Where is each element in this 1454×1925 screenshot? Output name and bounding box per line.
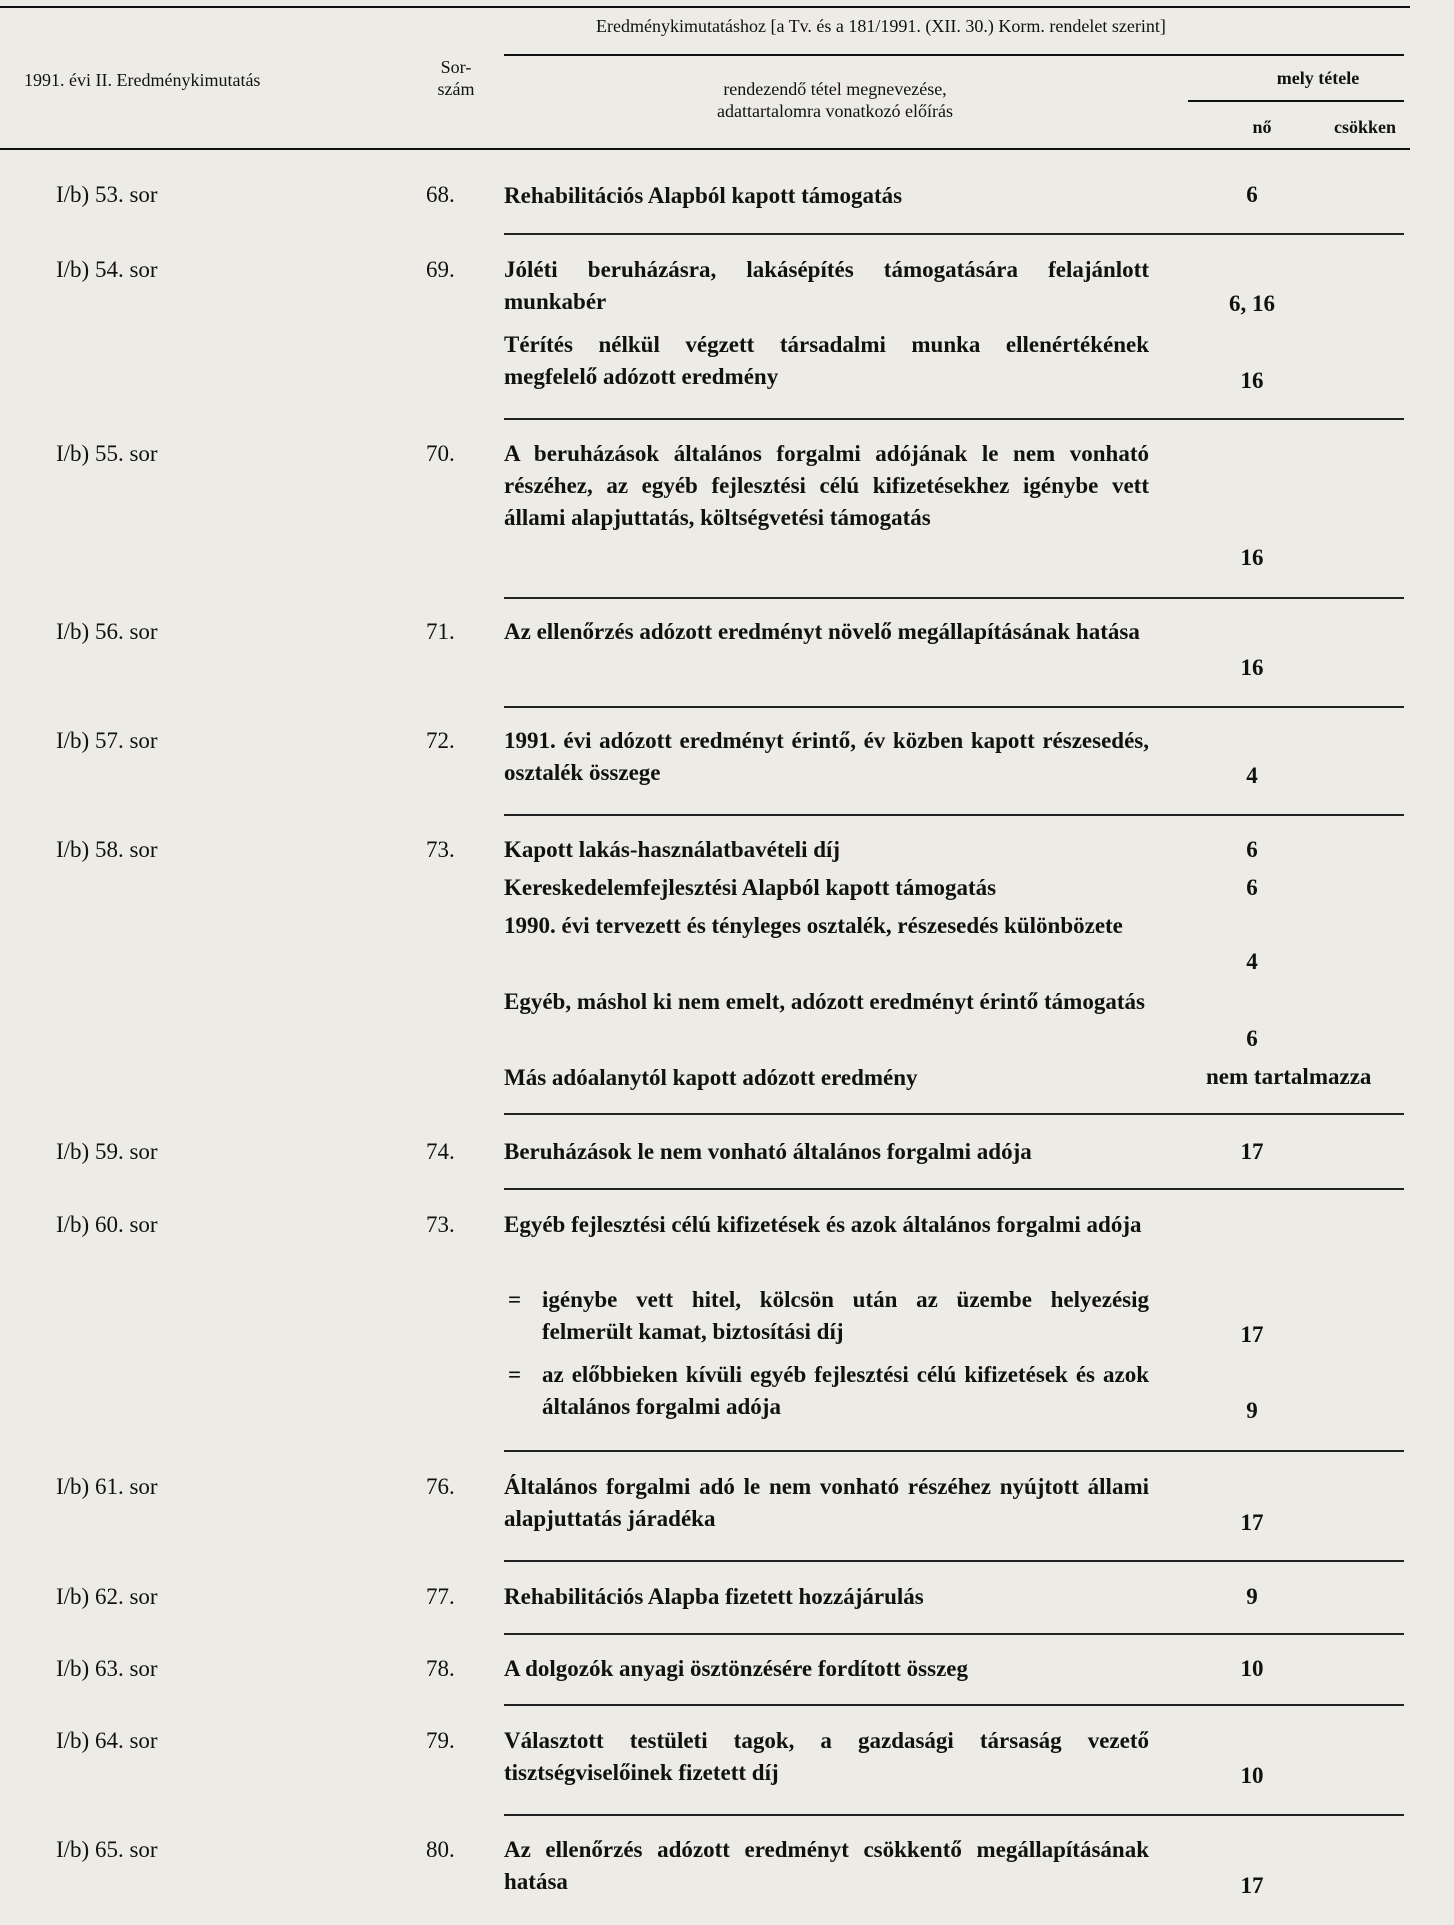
row-separator: [504, 597, 1404, 599]
row-value: 9: [1246, 1398, 1258, 1423]
row-number: 71.: [426, 619, 455, 644]
row-item: Rehabilitációs Alapba fizetett hozzájárulás: [504, 1584, 924, 1609]
row-value: 4: [1246, 949, 1258, 974]
row-value: 10: [1240, 1763, 1264, 1788]
header-bottom-rule: [0, 148, 1410, 150]
row-item: Egyéb, máshol ki nem emelt, adózott eredményt érintő támogatás: [504, 989, 1145, 1014]
row-item: Jóléti beruházásra, lakásépítés támogatására felajánlott munkabér: [504, 257, 1149, 314]
header-rule-under-title: [504, 54, 1404, 56]
row-subitem: az előbbieken kívüli egyéb fejlesztési célú kifizetések és azok általános forgalmi adója: [542, 1362, 1149, 1419]
row-value: 6: [1246, 182, 1258, 207]
row-label: I/b) 54. sor: [56, 257, 158, 282]
row-value: 6, 16: [1229, 291, 1275, 316]
row-label: I/b) 55. sor: [56, 441, 158, 466]
row-separator: [504, 1633, 1404, 1635]
row-item: 1991. évi adózott eredményt érintő, év közben kapott részesedés, osztalék összege: [504, 728, 1149, 785]
row-value: 17: [1240, 1873, 1264, 1898]
row-separator: [504, 1188, 1404, 1190]
row-number: 77.: [426, 1584, 455, 1609]
header-title: Eredménykimutatáshoz [a Tv. és a 181/1991. (XII. 30.) Korm. rendelet szerint]: [596, 16, 1166, 36]
row-label: I/b) 61. sor: [56, 1474, 158, 1499]
row-value: 9: [1246, 1584, 1258, 1609]
row-value: nem tartalmazza: [1206, 1064, 1372, 1089]
row-label: I/b) 58. sor: [56, 837, 158, 862]
header-col-mely-tetele: mely tétele: [1276, 68, 1360, 88]
row-number: 73.: [426, 1212, 455, 1237]
row-number: 74.: [426, 1139, 455, 1164]
row-label: I/b) 65. sor: [56, 1837, 158, 1862]
row-number: 69.: [426, 257, 455, 282]
header-col-item: rendezendő tétel megnevezése, adattartalomra vonatkozó előírás: [717, 79, 953, 121]
row-value: 6: [1246, 837, 1258, 862]
row-item: Az ellenőrzés adózott eredményt csökkentő megállapításának hatása: [504, 1837, 1149, 1894]
row-separator: [504, 233, 1404, 235]
row-item: Beruházások le nem vonható általános forgalmi adója: [504, 1139, 1032, 1164]
row-item: Rehabilitációs Alapból kapott támogatás: [504, 183, 903, 208]
row-value: 16: [1240, 368, 1264, 393]
row-item: 1990. évi tervezett és tényleges osztalék, részesedés különbözete: [504, 913, 1123, 938]
row-separator: [504, 814, 1404, 816]
row-number: 68.: [426, 182, 455, 207]
row-number: 79.: [426, 1728, 455, 1753]
row-separator: [504, 1113, 1404, 1115]
row-separator: [504, 706, 1404, 708]
row-value: 17: [1240, 1322, 1264, 1347]
row-item: Az ellenőrzés adózott eredményt növelő megállapításának hatása: [504, 619, 1140, 644]
header-col-csokken: csökken: [1333, 117, 1396, 137]
row-value: 16: [1240, 655, 1264, 680]
row-item: Egyéb fejlesztési célú kifizetések és azok általános forgalmi adója: [504, 1212, 1142, 1237]
row-number: 78.: [426, 1656, 455, 1681]
row-item: Más adóalanytól kapott adózott eredmény: [504, 1065, 918, 1090]
row-label: I/b) 64. sor: [56, 1728, 158, 1753]
row-item: Kereskedelemfejlesztési Alapból kapott támogatás: [504, 875, 997, 900]
header-rule-mely: [1188, 100, 1404, 102]
row-item: Térítés nélkül végzett társadalmi munka ellenértékének megfelelő adózott eredmény: [504, 332, 1149, 389]
row-value: 4: [1246, 763, 1258, 788]
row-item: Kapott lakás-használatbavételi díj: [504, 837, 841, 862]
row-separator: [504, 418, 1404, 420]
row-item: A dolgozók anyagi ösztönzésére fordított összeg: [504, 1656, 968, 1681]
row-label: I/b) 57. sor: [56, 728, 158, 753]
row-label: I/b) 53. sor: [56, 182, 158, 207]
header-col-statement: 1991. évi II. Eredménykimutatás: [24, 70, 261, 90]
equals-marker: =: [508, 1287, 522, 1312]
row-number: 73.: [426, 837, 455, 862]
header-top-rule: [0, 6, 1410, 8]
header-col-sorszam: Sor- szám: [437, 57, 475, 99]
row-label: I/b) 60. sor: [56, 1212, 158, 1237]
header-col-no: nő: [1252, 117, 1272, 137]
equals-marker: =: [508, 1362, 522, 1387]
row-number: 70.: [426, 441, 455, 466]
row-number: 76.: [426, 1474, 455, 1499]
row-value: 6: [1246, 1026, 1258, 1051]
row-item: Általános forgalmi adó le nem vonható részéhez nyújtott állami alapjuttatás járadéka: [504, 1474, 1149, 1531]
row-number: 72.: [426, 728, 455, 753]
row-value: 10: [1240, 1656, 1264, 1681]
row-label: I/b) 59. sor: [56, 1139, 158, 1164]
row-label: I/b) 62. sor: [56, 1584, 158, 1609]
row-value: 16: [1240, 545, 1264, 570]
row-number: 80.: [426, 1837, 455, 1862]
row-separator: [504, 1704, 1404, 1706]
row-separator: [504, 1560, 1404, 1562]
row-separator: [504, 1814, 1404, 1816]
row-label: I/b) 56. sor: [56, 619, 158, 644]
row-subitem: igénybe vett hitel, kölcsön után az üzembe helyezésig felmerült kamat, biztosítási díj: [542, 1287, 1149, 1344]
row-value: 17: [1240, 1510, 1264, 1535]
row-label: I/b) 63. sor: [56, 1656, 158, 1681]
row-item: A beruházások általános forgalmi adójának le nem vonható részéhez, az egyéb fejlesztési célú kifizetésekhez igénybe vett állami alapjuttatás, költségvetési támogatás: [504, 441, 1149, 530]
row-separator: [504, 1450, 1404, 1452]
row-value: 17: [1240, 1139, 1264, 1164]
row-value: 6: [1246, 875, 1258, 900]
row-item: Választott testületi tagok, a gazdasági társaság vezető tisztségviselőinek fizetett díj: [504, 1728, 1149, 1785]
